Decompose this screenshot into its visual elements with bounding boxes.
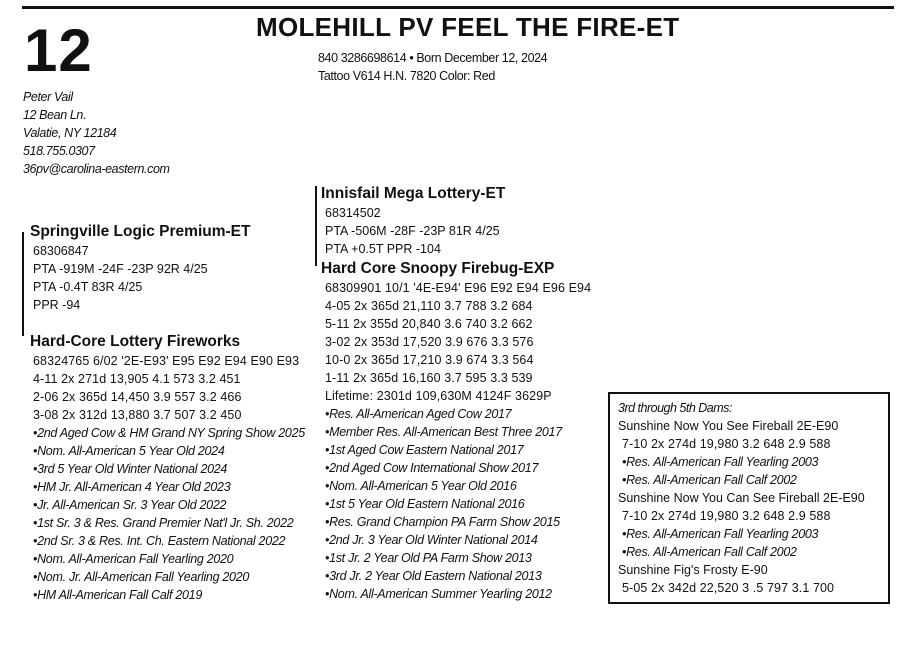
registration-line: 840 3286698614 • Born December 12, 2024	[318, 51, 548, 65]
maternal-sire-ppr: PTA +0.5T PPR -104	[325, 242, 441, 256]
dam-4-record: 7-10 2x 274d 19,980 3.2 648 2.9 588	[622, 509, 831, 523]
granddam-lifetime: Lifetime: 2301d 109,630M 4124F 3629P	[325, 389, 552, 403]
dam-name: Hard-Core Lottery Fireworks	[30, 333, 241, 350]
dam-5-record: 5-05 2x 342d 22,520 3 .5 797 3.1 700	[622, 581, 835, 595]
sire-reg: 68306847	[33, 244, 89, 258]
granddam-honor: •Member Res. All-American Best Three 2017	[325, 425, 562, 439]
granddam-honor: •Res. All-American Aged Cow 2017	[325, 407, 512, 421]
maternal-sire-reg: 68314502	[325, 206, 381, 220]
granddam-honor: •1st 5 Year Old Eastern National 2016	[325, 497, 525, 511]
granddam-honor: •2nd Jr. 3 Year Old Winter National 2014	[325, 533, 538, 547]
dam-honor: •Jr. All-American Sr. 3 Year Old 2022	[33, 498, 227, 512]
granddam-honor: •Nom. All-American 5 Year Old 2016	[325, 479, 517, 493]
tattoo-line: Tattoo V614 H.N. 7820 Color: Red	[318, 69, 495, 83]
dam-record: 4-11 2x 271d 13,905 4.1 573 3.2 451	[33, 372, 241, 386]
dam-honor: •HM All-American Fall Calf 2019	[33, 588, 202, 602]
dam-honor: •2nd Aged Cow & HM Grand NY Spring Show 2025	[33, 426, 305, 440]
granddam-honor: •Nom. All-American Summer Yearling 2012	[325, 587, 552, 601]
consignor-block	[23, 88, 170, 178]
maternal-sire-bracket	[315, 186, 317, 266]
granddam-name: Hard Core Snoopy Firebug-EXP	[321, 260, 555, 277]
consignor-name: Peter Vail	[23, 90, 73, 104]
dam-honor: •2nd Sr. 3 & Res. Int. Ch. Eastern National 2022	[33, 534, 286, 548]
consignor-city: Valatie, NY 12184	[23, 126, 117, 140]
lot-number: 12	[24, 17, 93, 84]
consignor-street: 12 Bean Ln.	[23, 108, 87, 122]
sire-pta-2: PTA -0.4T 83R 4/25	[33, 280, 143, 294]
dam-reg-line: 68324765 6/02 '2E-E93' E95 E92 E94 E90 E93	[33, 354, 300, 368]
granddam-honor: •3rd Jr. 2 Year Old Eastern National 2013	[325, 569, 542, 583]
dam-4-honor: •Res. All-American Fall Yearling 2003	[622, 527, 819, 541]
dam-3-record: 7-10 2x 274d 19,980 3.2 648 2.9 588	[622, 437, 831, 451]
dam-honor: •3rd 5 Year Old Winter National 2024	[33, 462, 228, 476]
dam-record: 2-06 2x 365d 14,450 3.9 557 3.2 466	[33, 390, 242, 404]
dam-3-honor: •Res. All-American Fall Calf 2002	[622, 473, 797, 487]
dam-5-name: Sunshine Fig's Frosty E-90	[618, 563, 768, 577]
granddam-honor: •Res. Grand Champion PA Farm Show 2015	[325, 515, 560, 529]
maternal-sire-pta: PTA -506M -28F -23P 81R 4/25	[325, 224, 500, 238]
dam-4-name: Sunshine Now You Can See Fireball 2E-E90	[618, 491, 865, 505]
sire-ppr: PPR -94	[33, 298, 81, 312]
top-rule	[22, 6, 894, 9]
sire-pta-1: PTA -919M -24F -23P 92R 4/25	[33, 262, 208, 276]
maternal-sire-block	[321, 184, 505, 258]
dams-box	[608, 392, 890, 604]
dam-4-honor: •Res. All-American Fall Calf 2002	[622, 545, 797, 559]
dam-block	[30, 332, 305, 604]
sire-bracket	[22, 232, 24, 336]
sire-name: Springville Logic Premium-ET	[30, 223, 251, 240]
dam-honor: •1st Sr. 3 & Res. Grand Premier Nat'l Jr. Sh. 2022	[33, 516, 294, 530]
dam-honor: •Nom. All-American Fall Yearling 2020	[33, 552, 234, 566]
granddam-record: 4-05 2x 365d 21,110 3.7 788 3.2 684	[325, 299, 533, 313]
sire-block	[30, 222, 250, 314]
dam-3-name: Sunshine Now You See Fireball 2E-E90	[618, 419, 839, 433]
consignor-email: 36pv@carolina-eastern.com	[23, 162, 170, 176]
dam-honor: •Nom. Jr. All-American Fall Yearling 2020	[33, 570, 250, 584]
granddam-honor: •1st Jr. 2 Year Old PA Farm Show 2013	[325, 551, 532, 565]
dam-honor: •Nom. All-American 5 Year Old 2024	[33, 444, 225, 458]
dam-record: 3-08 2x 312d 13,880 3.7 507 3.2 450	[33, 408, 242, 422]
dam-honor: •HM Jr. All-American 4 Year Old 2023	[33, 480, 231, 494]
granddam-honor: •1st Aged Cow Eastern National 2017	[325, 443, 524, 457]
animal-name: MOLEHILL PV FEEL THE FIRE-ET	[256, 12, 680, 42]
dams-box-heading: 3rd through 5th Dams:	[618, 401, 732, 415]
granddam-honor: •2nd Aged Cow International Show 2017	[325, 461, 539, 475]
granddam-record: 1-11 2x 365d 16,160 3.7 595 3.3 539	[325, 371, 533, 385]
granddam-reg-line: 68309901 10/1 '4E-E94' E96 E92 E94 E96 E94	[325, 281, 592, 295]
dam-3-honor: •Res. All-American Fall Yearling 2003	[622, 455, 819, 469]
granddam-record: 10-0 2x 365d 17,210 3.9 674 3.3 564	[325, 353, 534, 367]
consignor-phone: 518.755.0307	[23, 144, 95, 158]
granddam-block	[321, 259, 591, 603]
granddam-record: 5-11 2x 355d 20,840 3.6 740 3.2 662	[325, 317, 533, 331]
granddam-record: 3-02 2x 353d 17,520 3.9 676 3.3 576	[325, 335, 534, 349]
maternal-sire-name: Innisfail Mega Lottery-ET	[321, 185, 506, 202]
